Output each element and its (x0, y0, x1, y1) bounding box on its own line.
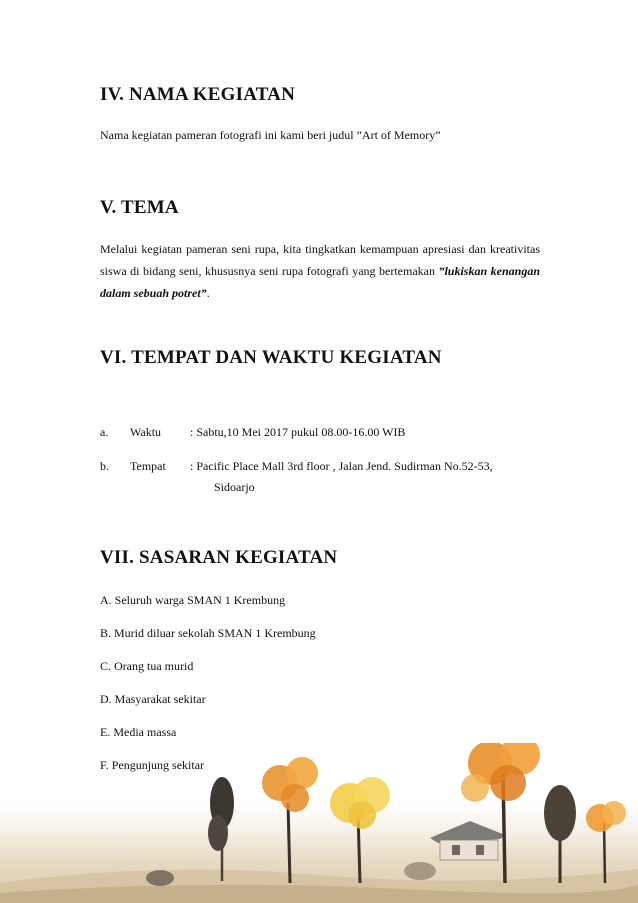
row-value: : Pacific Place Mall 3rd floor , Jalan Jend. Sudirman No.52-53, (190, 459, 493, 473)
section-text-tema (100, 238, 540, 304)
list-item: D. Masyarakat sekitar (100, 692, 206, 706)
row-letter: b. (100, 459, 109, 473)
tema-text-end: . (206, 286, 210, 300)
section-text-nama: Nama kegiatan pameran fotografi ini kami beri judul ”Art of Memory” (100, 128, 441, 142)
section-heading-tema: V. TEMA (100, 197, 179, 218)
section-heading-sasaran: VII. SASARAN KEGIATAN (100, 547, 338, 568)
tema-text: Melalui kegiatan pameran seni rupa, kita tingkatkan kemampuan apresiasi dan kreativitas siswa di bidang seni, khususnya seni rupa fotografi yang bertemakan (100, 242, 540, 278)
row-value-cont: Sidoarjo (214, 480, 255, 494)
row-letter: a. (100, 425, 109, 439)
section-heading-nama: IV. NAMA KEGIATAN (100, 84, 296, 105)
tema-emphasis: ”lukiskan kenangan dalam sebuah potret” (100, 264, 540, 300)
detail-row-tempat (100, 459, 493, 474)
detail-row-tempat-cont (214, 480, 255, 495)
row-value: : Sabtu,10 Mei 2017 pukul 08.00-16.00 WIB (190, 425, 406, 439)
landscape-illustration (0, 743, 638, 903)
row-key: Tempat (130, 459, 166, 473)
list-item: C. Orang tua murid (100, 659, 194, 673)
list-item: E. Media massa (100, 725, 177, 739)
section-heading-tempat: VI. TEMPAT DAN WAKTU KEGIATAN (100, 347, 442, 368)
list-item: F. Pengunjung sekitar (100, 758, 205, 772)
list-item: A. Seluruh warga SMAN 1 Krembung (100, 593, 286, 607)
row-key: Waktu (130, 425, 162, 439)
list-item: B. Murid diluar sekolah SMAN 1 Krembung (100, 626, 316, 640)
detail-row-waktu (100, 425, 405, 440)
